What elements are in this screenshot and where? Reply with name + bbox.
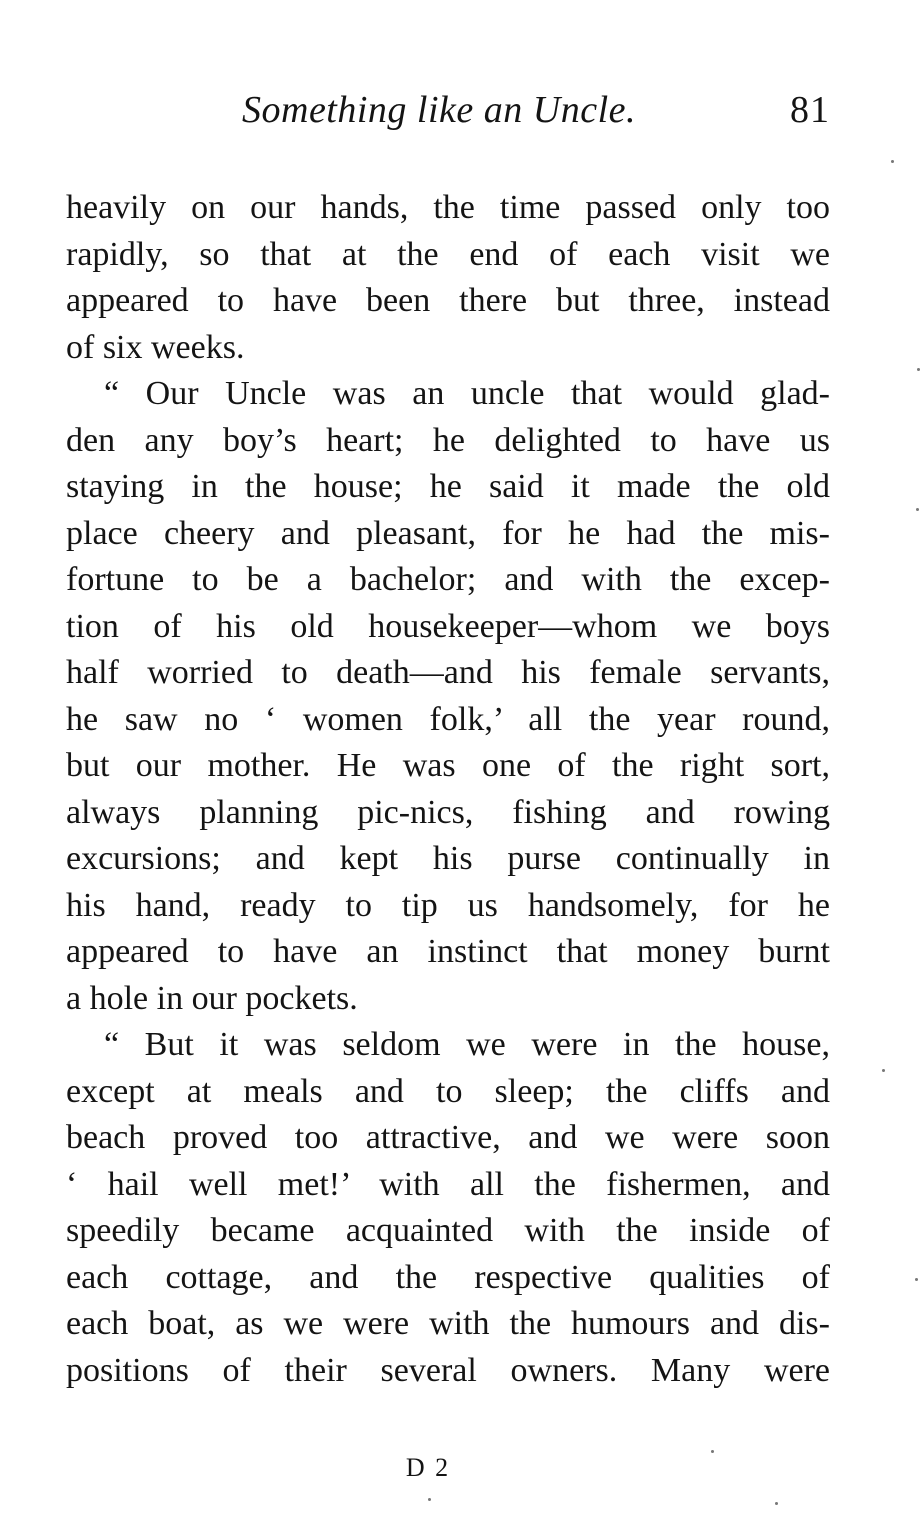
text-line: “ Our Uncle was an uncle that would glad- xyxy=(104,375,830,412)
print-speck xyxy=(915,1278,918,1281)
signature-mark: D 2 xyxy=(405,1453,451,1482)
text-line: ‘ hail well met!’ with all the fishermen, and xyxy=(66,1165,830,1203)
text-line: each cottage, and the respective qualities of xyxy=(66,1258,830,1296)
print-speck xyxy=(428,1498,431,1501)
text-line: speedily became acquainted with the inside of xyxy=(66,1212,830,1249)
text-line: a hole in our pockets. xyxy=(66,979,358,1017)
text-line: but our mother. He was one of the right sort, xyxy=(66,747,830,784)
text-line: “ But it was seldom we were in the house, xyxy=(104,1026,830,1063)
text-line: appeared to have been there but three, instead xyxy=(66,282,830,319)
paragraph xyxy=(66,1022,830,1394)
print-speck xyxy=(917,368,920,371)
running-head xyxy=(66,88,830,144)
print-speck xyxy=(711,1450,714,1453)
print-speck xyxy=(891,160,894,163)
print-speck xyxy=(775,1502,778,1505)
text-line: he saw no ‘ women folk,’ all the year round, xyxy=(66,700,830,738)
body-text xyxy=(66,185,830,1394)
print-speck xyxy=(916,508,919,511)
text-line: beach proved too attractive, and we were soon xyxy=(66,1119,830,1156)
page-number: 81 xyxy=(790,89,830,131)
text-line: fortune to be a bachelor; and with the excep- xyxy=(66,561,830,598)
text-line: his hand, ready to tip us handsomely, for he xyxy=(66,886,830,924)
text-line: rapidly, so that at the end of each visit we xyxy=(66,235,830,273)
paragraph xyxy=(66,371,830,1022)
text-line: each boat, as we were with the humours and dis- xyxy=(66,1305,830,1342)
print-speck xyxy=(882,1069,885,1072)
text-line: den any boy’s heart; he delighted to have us xyxy=(66,421,830,459)
text-line: place cheery and pleasant, for he had the mis- xyxy=(66,514,830,552)
text-line: always planning pic-nics, fishing and rowing xyxy=(66,793,830,831)
text-line: tion of his old housekeeper—whom we boys xyxy=(66,607,830,645)
text-line: except at meals and to sleep; the cliffs and xyxy=(66,1072,830,1110)
text-line: staying in the house; he said it made the old xyxy=(66,468,830,505)
running-title: Something like an Uncle. xyxy=(242,89,637,131)
text-line: half worried to death—and his female servants, xyxy=(66,654,830,691)
text-line: of six weeks. xyxy=(66,328,245,366)
text-line: appeared to have an instinct that money burnt xyxy=(66,933,830,970)
paragraph xyxy=(66,185,830,371)
text-line: heavily on our hands, the time passed only too xyxy=(66,189,830,226)
text-line: positions of their several owners. Many were xyxy=(66,1351,830,1389)
text-line: excursions; and kept his purse continually in xyxy=(66,840,830,877)
